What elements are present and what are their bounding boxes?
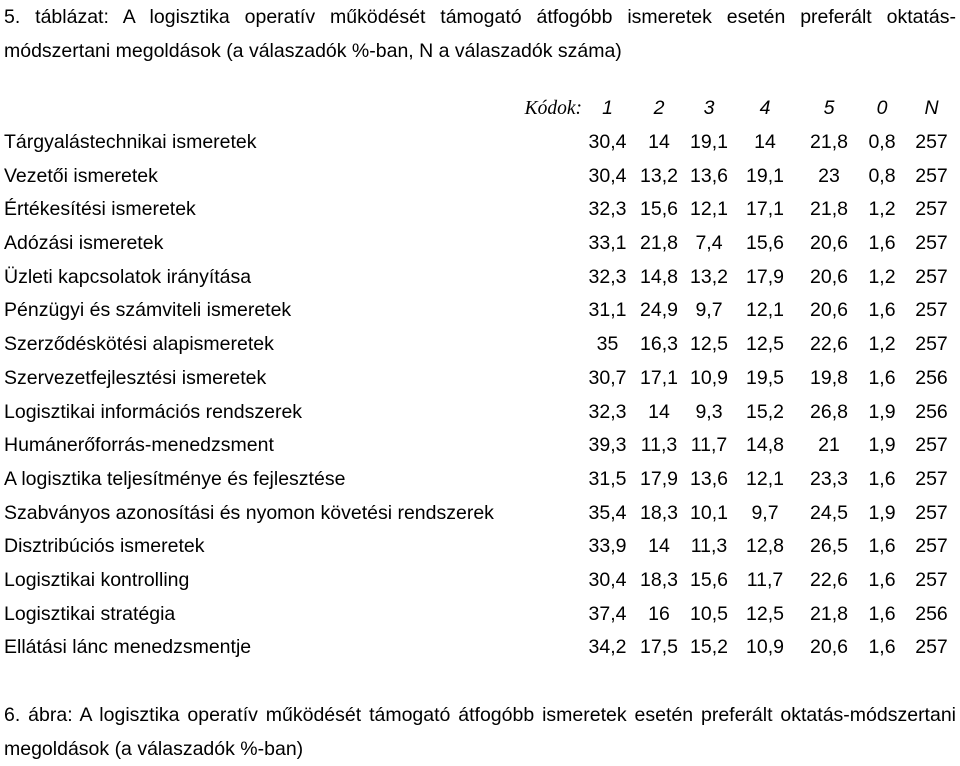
table-row <box>4 260 960 294</box>
table-cell: 18,3 <box>640 501 678 524</box>
table-cell: 15,6 <box>746 232 784 255</box>
table-cell: 21,8 <box>810 602 848 625</box>
data-table <box>4 92 960 665</box>
table-cell: 12,5 <box>746 333 784 356</box>
table-cell: 14 <box>754 131 776 154</box>
header-row <box>4 92 960 126</box>
table-row <box>4 294 960 328</box>
row-label: Logisztikai információs rendszerek <box>4 400 303 423</box>
column-header: 0 <box>876 97 888 120</box>
table-cell: 35 <box>596 333 619 356</box>
table-row <box>4 193 960 227</box>
table-cell: 257 <box>915 164 948 187</box>
table-cell: 20,6 <box>810 299 848 322</box>
row-label: Ellátási lánc menedzsmentje <box>4 636 252 659</box>
table-cell: 19,5 <box>746 366 784 389</box>
table-cell: 21,8 <box>810 198 848 221</box>
table-row <box>4 362 960 396</box>
table-cell: 30,4 <box>588 164 627 187</box>
table-cell: 11,7 <box>690 434 728 457</box>
table-cell: 12,1 <box>746 467 784 490</box>
row-label: Logisztikai kontrolling <box>4 568 190 591</box>
table-cell: 21,8 <box>810 131 848 154</box>
table-cell: 7,4 <box>695 232 723 255</box>
table-cell: 15,6 <box>640 198 678 221</box>
table-cell: 26,5 <box>810 535 848 558</box>
table-cell: 21 <box>818 434 840 457</box>
table-cell: 10,9 <box>690 366 728 389</box>
table-cell: 20,6 <box>810 232 848 255</box>
table-cell: 256 <box>915 602 948 625</box>
table-cell: 12,8 <box>746 535 784 558</box>
table-cell: 1,6 <box>868 535 896 558</box>
table-cell: 26,8 <box>810 400 848 423</box>
table-cell: 1,2 <box>868 265 896 288</box>
table-row <box>4 631 960 665</box>
table-cell: 257 <box>915 299 948 322</box>
column-header: N <box>924 97 939 120</box>
table-cell: 257 <box>915 434 948 457</box>
column-header: 5 <box>823 97 835 120</box>
table-cell: 13,2 <box>640 164 678 187</box>
table-cell: 39,3 <box>588 434 627 457</box>
table-cell: 14,8 <box>746 434 784 457</box>
table-cell: 37,4 <box>588 602 627 625</box>
row-label: Szabványos azonosítási és nyomon követési rendszerek <box>4 501 494 524</box>
table-cell: 256 <box>915 400 948 423</box>
table-row <box>4 564 960 598</box>
table-cell: 12,5 <box>690 333 728 356</box>
table-cell: 9,7 <box>695 299 723 322</box>
row-label: Disztribúciós ismeretek <box>4 535 205 558</box>
table-cell: 11,7 <box>746 568 784 591</box>
table-cell: 14 <box>648 131 670 154</box>
table-row <box>4 496 960 530</box>
table-cell: 13,6 <box>690 467 728 490</box>
table-cell: 1,6 <box>868 232 896 255</box>
table-cell: 16,3 <box>640 333 678 356</box>
table-cell: 32,3 <box>588 265 627 288</box>
table-cell: 21,8 <box>640 232 678 255</box>
table-row <box>4 126 960 160</box>
table-cell: 23 <box>818 164 840 187</box>
row-label: Pénzügyi és számviteli ismeretek <box>4 299 292 322</box>
table-cell: 35,4 <box>588 501 627 524</box>
table-cell: 1,6 <box>868 467 896 490</box>
table-cell: 30,4 <box>588 568 627 591</box>
table-cell: 13,6 <box>690 164 728 187</box>
table-cell: 1,9 <box>868 434 896 457</box>
table-caption: 5. táblázat: A logisztika operatív működését támogató átfogóbb ismeretek esetén preferált oktatás-módszertani megoldások (a válaszadók %-ban, N a válaszadók száma) <box>4 6 956 62</box>
table-cell: 1,6 <box>868 299 896 322</box>
table-cell: 20,6 <box>810 265 848 288</box>
table-cell: 1,2 <box>868 333 896 356</box>
table-row <box>4 328 960 362</box>
table-cell: 31,5 <box>588 467 627 490</box>
table-cell: 13,2 <box>690 265 728 288</box>
table-cell: 18,3 <box>640 568 678 591</box>
table-cell: 17,5 <box>640 636 678 659</box>
table-cell: 257 <box>915 636 948 659</box>
row-label: Adózási ismeretek <box>4 232 164 255</box>
row-label: Üzleti kapcsolatok irányítása <box>4 265 252 288</box>
table-cell: 31,1 <box>588 299 627 322</box>
row-label: Logisztikai stratégia <box>4 602 176 625</box>
row-label: Vezetői ismeretek <box>4 164 158 187</box>
table-cell: 0,8 <box>868 131 896 154</box>
table-cell: 257 <box>915 333 948 356</box>
table-cell: 22,6 <box>810 333 848 356</box>
table-cell: 1,6 <box>868 602 896 625</box>
table-row <box>4 429 960 463</box>
figure-caption: 6. ábra: A logisztika operatív működését támogató átfogóbb ismeretek esetén preferált oktatás-módszertani megoldások (a válaszadók %-ban) <box>4 704 956 760</box>
table-cell: 9,7 <box>751 501 779 524</box>
row-label: Humánerőforrás-menedzsment <box>4 434 274 457</box>
table-cell: 16 <box>648 602 670 625</box>
table-cell: 1,6 <box>868 568 896 591</box>
column-header: 4 <box>759 97 771 120</box>
table-cell: 257 <box>915 467 948 490</box>
table-cell: 1,9 <box>868 400 896 423</box>
table-cell: 17,1 <box>746 198 784 221</box>
table-row <box>4 463 960 497</box>
table-cell: 257 <box>915 232 948 255</box>
table-cell: 10,5 <box>690 602 728 625</box>
table-cell: 15,6 <box>690 568 728 591</box>
codes-label: Kódok: <box>524 97 582 119</box>
table-cell: 1,6 <box>868 636 896 659</box>
table-cell: 33,9 <box>588 535 627 558</box>
table-cell: 10,1 <box>690 501 728 524</box>
table-cell: 256 <box>915 366 948 389</box>
table-cell: 24,5 <box>810 501 848 524</box>
table-cell: 14,8 <box>640 265 678 288</box>
table-cell: 24,9 <box>640 299 678 322</box>
table-cell: 11,3 <box>640 434 678 457</box>
table-cell: 11,3 <box>690 535 728 558</box>
table-cell: 257 <box>915 535 948 558</box>
table-cell: 33,1 <box>588 232 627 255</box>
row-label: Tárgyalástechnikai ismeretek <box>4 131 257 154</box>
table-row <box>4 530 960 564</box>
table-cell: 1,2 <box>868 198 896 221</box>
table-cell: 19,1 <box>690 131 728 154</box>
table-cell: 30,4 <box>588 131 627 154</box>
row-label: Értékesítési ismeretek <box>4 198 196 221</box>
column-header: 3 <box>703 97 715 120</box>
table-cell: 19,1 <box>746 164 784 187</box>
table-cell: 14 <box>648 400 670 423</box>
table-cell: 257 <box>915 568 948 591</box>
table-cell: 257 <box>915 265 948 288</box>
table-cell: 34,2 <box>588 636 627 659</box>
table-cell: 17,1 <box>640 366 678 389</box>
table-cell: 17,9 <box>746 265 784 288</box>
table-cell: 12,1 <box>746 299 784 322</box>
table-row <box>4 597 960 631</box>
table-cell: 19,8 <box>810 366 848 389</box>
table-row <box>4 395 960 429</box>
column-header: 2 <box>653 97 665 120</box>
table-cell: 17,9 <box>640 467 678 490</box>
table-row <box>4 159 960 193</box>
table-cell: 257 <box>915 131 948 154</box>
column-header: 1 <box>602 97 613 120</box>
row-label: A logisztika teljesítménye és fejlesztése <box>4 467 346 490</box>
table-cell: 257 <box>915 501 948 524</box>
table-cell: 15,2 <box>746 400 784 423</box>
table-cell: 14 <box>648 535 670 558</box>
table-cell: 15,2 <box>690 636 728 659</box>
table-cell: 12,1 <box>690 198 728 221</box>
table-cell: 32,3 <box>588 400 627 423</box>
table-row <box>4 227 960 261</box>
table-cell: 1,9 <box>868 501 896 524</box>
table-cell: 12,5 <box>746 602 784 625</box>
table-cell: 257 <box>915 198 948 221</box>
table-cell: 20,6 <box>810 636 848 659</box>
table-cell: 9,3 <box>695 400 723 423</box>
table-cell: 10,9 <box>746 636 784 659</box>
table-cell: 32,3 <box>588 198 627 221</box>
table-cell: 23,3 <box>810 467 848 490</box>
table-cell: 0,8 <box>868 164 896 187</box>
table-cell: 1,6 <box>868 366 896 389</box>
row-label: Szerződéskötési alapismeretek <box>4 333 274 356</box>
table-cell: 30,7 <box>588 366 627 389</box>
row-label: Szervezetfejlesztési ismeretek <box>4 366 267 389</box>
table-cell: 22,6 <box>810 568 848 591</box>
